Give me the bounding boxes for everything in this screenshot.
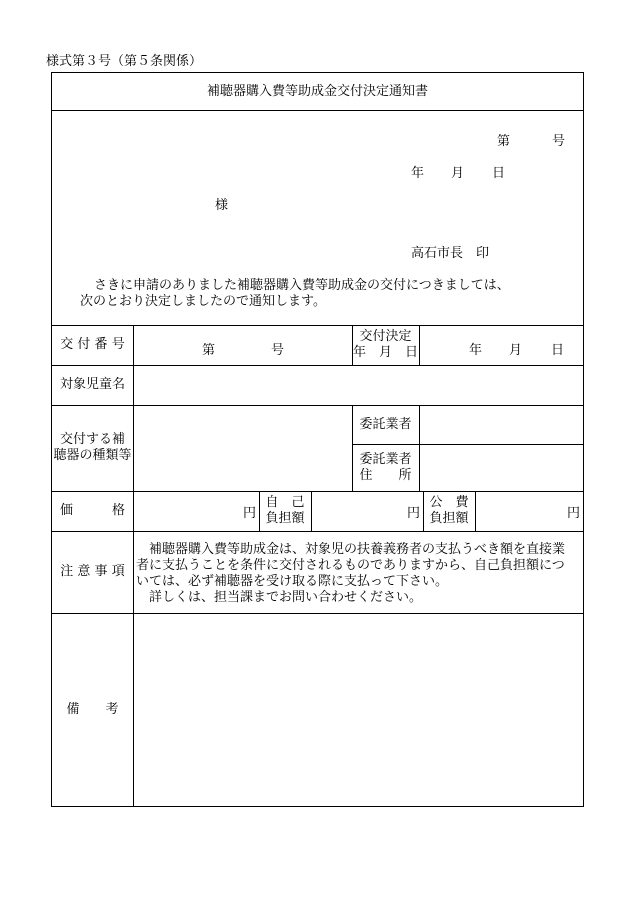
device-type-label-line1: 交付する補 — [59, 432, 125, 447]
mayor-seal: 高石市長 印 — [411, 246, 490, 261]
notice-date-day: 日 — [492, 166, 506, 181]
notice-body-line-2: 次のとおり決定しましたので通知します。 — [80, 294, 326, 309]
notification-form — [51, 72, 584, 807]
decision-day: 日 — [551, 343, 565, 358]
self-pay-label — [259, 491, 311, 531]
remarks-label: 備 考 — [66, 701, 119, 717]
notice-date-month: 月 — [451, 166, 465, 181]
notice-number-go: 号 — [552, 134, 566, 149]
notes-line: 者に支払うことを条件に交付されるものでありますから、自己負担額につ — [136, 558, 565, 573]
col-divider — [419, 405, 420, 491]
device-type-label-line2: 聴器の種類等 — [53, 448, 132, 463]
contractor-label: 委託業者 — [359, 416, 412, 432]
label-column-divider — [133, 325, 134, 807]
price-label: 価 格 — [59, 503, 125, 518]
public-pay-label-line1: 公 費 — [429, 495, 469, 510]
contractor-address-label-line1: 委託業者 — [359, 451, 412, 467]
notes-line: 詳しくは、担当課までお問い合わせください。 — [136, 590, 423, 605]
self-pay-label-line1: 自 己 — [265, 495, 305, 510]
form-number-label: 様式第３号（第５条関係） — [46, 54, 203, 69]
grant-number-go: 号 — [271, 343, 285, 358]
device-type-label — [52, 405, 133, 491]
addressee-sama: 様 — [215, 198, 229, 213]
contractor-address-label-line2: 住 所 — [359, 467, 412, 483]
child-name-label: 対象児童名 — [59, 377, 125, 392]
decision-date-label-line2: 年 月 日 — [352, 345, 418, 360]
notice-number-dai: 第 — [497, 134, 511, 149]
decision-date-label — [352, 325, 419, 365]
notes-line: 補聴器購入費等助成金は、対象児の扶養義務者の支払うべき額を直接業 — [136, 542, 566, 557]
public-pay-label-line2: 負担額 — [429, 511, 469, 526]
decision-date-label-line1: 交付決定 — [359, 329, 412, 344]
form-title: 補聴器購入費等助成金交付決定通知書 — [52, 73, 583, 111]
notice-date-year: 年 — [411, 166, 425, 181]
notes-text — [136, 542, 582, 606]
price-yen: 円 — [242, 505, 256, 521]
public-pay-label — [423, 491, 475, 531]
public-pay-yen: 円 — [566, 505, 580, 521]
col-divider — [419, 325, 420, 365]
notes-line: いては、必ず補聴器を受け取る際に支払って下さい。 — [136, 574, 449, 589]
self-pay-label-line2: 負担額 — [265, 511, 305, 526]
decision-month: 月 — [509, 343, 523, 358]
notes-label: 注 意 事 項 — [60, 564, 125, 579]
self-pay-yen: 円 — [406, 505, 420, 521]
grant-number-dai: 第 — [202, 343, 216, 358]
contractor-address-label — [352, 444, 419, 491]
notice-body-line-1: さきに申請のありました補聴器購入費等助成金の交付につきましては、 — [94, 278, 510, 293]
grant-number-label: 交 付 番 号 — [60, 337, 125, 352]
decision-year: 年 — [469, 343, 483, 358]
